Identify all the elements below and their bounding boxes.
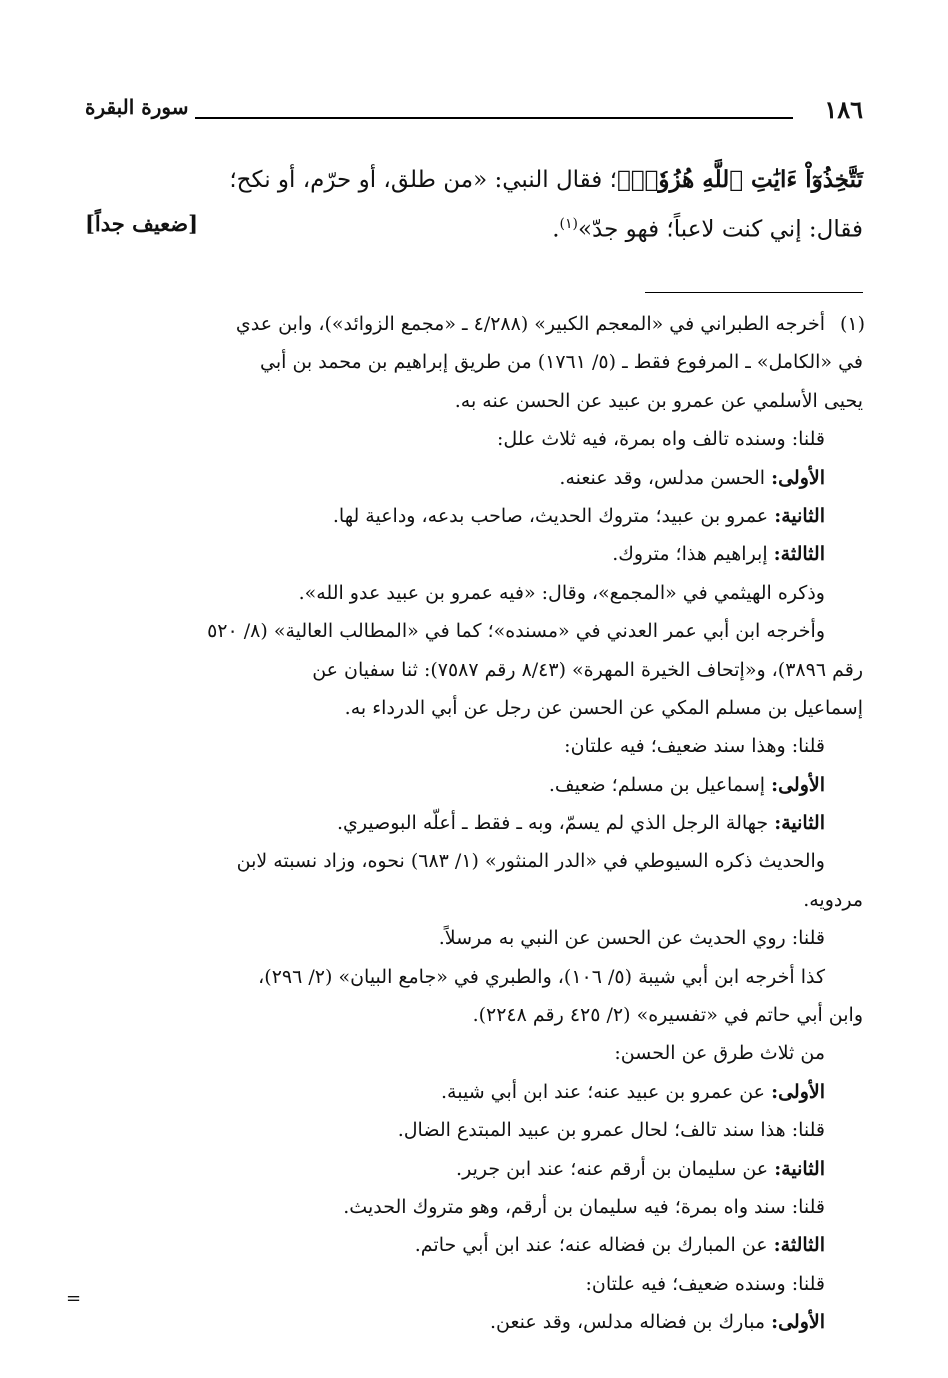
footnote-text: قلنا: وهذا سند ضعيف؛ فيه علتان: <box>564 735 825 758</box>
sura-title: سورة البقرة <box>85 95 189 119</box>
footnote-text: إسماعيل بن مسلم؛ ضعيف. <box>548 773 772 796</box>
footnote-text: عن المبارك بن فضاله عنه؛ عند ابن أبي حاتم. <box>414 1234 774 1257</box>
footnote-line <box>85 612 863 650</box>
main-line-2-end: . <box>552 216 560 243</box>
footnote-line <box>85 689 863 727</box>
point-label: الأولى: <box>771 1311 825 1334</box>
quran-verse: تَتَّخِذُوٓاْ ءَايَٰتِ ٱللَّهِ هُزُوٗاۚ﴾ <box>616 166 863 193</box>
footnote-separator <box>645 292 863 293</box>
footnote-line <box>85 1303 863 1341</box>
footnote-line <box>85 958 863 996</box>
footnote-text: رقم ٣٨٩٦)، و«إتحاف الخيرة المهرة» (٨/٤٣ رقم ٧٥٨٧): ثنا سفيان عن <box>312 658 863 681</box>
footnote-line <box>85 1188 863 1226</box>
footnote-text: وذكره الهيثمي في «المجمع»، وقال: «فيه عمرو بن عبيد عدو الله». <box>298 581 825 604</box>
footnote-text: عمرو بن عبيد؛ متروك الحديث، صاحب بدعه، وداعية لها. <box>332 504 775 527</box>
page-number: ١٨٦ <box>824 95 863 124</box>
footnote-text: قلنا: هذا سند تالف؛ لحال عمرو بن عبيد المبتدع الضال. <box>397 1119 825 1142</box>
footnote-line <box>85 651 863 689</box>
footnote-line <box>85 459 863 497</box>
footnote-line <box>85 804 863 842</box>
footnote-line <box>85 727 863 765</box>
footnote-line <box>85 1226 863 1264</box>
footnote-text: مردويه. <box>803 888 863 911</box>
footnote-text: إبراهيم هذا؛ متروك. <box>612 543 774 566</box>
point-label: الأولى: <box>771 1080 825 1103</box>
footnote-line <box>85 574 863 612</box>
footnote-text: مبارك بن فضاله مدلس، وقد عنعن. <box>489 1311 772 1334</box>
footnote-line <box>85 1111 863 1149</box>
footnote-text: كذا أخرجه ابن أبي شيبة (٥/ ١٠٦)، والطبري في «جامع البيان» (٢/ ٢٩٦)، <box>258 965 825 988</box>
footnote-text: في «الكامل» ـ المرفوع فقط ـ (٥/ ١٧٦١) من طريق إبراهيم بن محمد بن أبي <box>260 351 863 374</box>
footnote-text: قلنا: وسنده تالف واه بمرة، فيه ثلاث علل: <box>496 428 825 451</box>
main-line-1 <box>85 158 863 202</box>
footnote-line <box>85 535 863 573</box>
footnote-reference[interactable]: (١) <box>559 216 578 232</box>
header-rule <box>195 117 793 119</box>
point-label: الثالثة: <box>773 543 825 566</box>
footnote-line <box>85 1150 863 1188</box>
footnote-line <box>85 1265 863 1303</box>
point-label: الثالثة: <box>773 1234 825 1257</box>
footnote-line <box>85 842 863 880</box>
point-label: الأولى: <box>771 773 825 796</box>
footnote-text: وأخرجه ابن أبي عمر العدني في «مسنده»؛ كما في «المطالب العالية» (٨/ ٥٢٠ <box>207 620 825 643</box>
footnote-text: يحيى الأسلمي عن عمرو بن عبيد عن الحسن عنه به. <box>454 389 863 412</box>
main-line-2-text: فقال: إني كنت لاعباً؛ فهو جدّ» <box>577 216 863 243</box>
footnote-number: (١) <box>839 313 865 335</box>
footnote-text: جهالة الرجل الذي لم يسمّ، وبه ـ فقط ـ أعلّه البوصيري. <box>336 812 775 835</box>
point-label: الثانية: <box>774 504 825 527</box>
footnote-text: إسماعيل بن مسلم المكي عن الحسن عن رجل عن أبي الدرداء به. <box>344 696 863 719</box>
page-header <box>85 95 863 135</box>
main-text <box>85 158 863 246</box>
footnote-line <box>85 382 863 420</box>
footnote-text: عن سليمان بن أرقم عنه؛ عند ابن جرير. <box>456 1157 775 1180</box>
main-line-2 <box>85 202 863 246</box>
footnote-text: أخرجه الطبراني في «المعجم الكبير» (٤/٢٨٨ ـ «مجمع الزوائد»)، وابن عدي <box>235 313 825 335</box>
footnote-text: قلنا: سند واه بمرة؛ فيه سليمان بن أرقم، وهو متروك الحديث. <box>343 1195 825 1218</box>
continuation-mark: = <box>66 1288 82 1309</box>
point-label: الأولى: <box>771 466 825 489</box>
footnote-line <box>85 919 863 957</box>
footnote-text: قلنا: روي الحديث عن الحسن عن النبي به مرسلاً. <box>438 927 825 950</box>
footnotes <box>85 305 863 1342</box>
point-label: الثانية: <box>774 1157 825 1180</box>
footnote-line <box>85 766 863 804</box>
hadith-grade: [ضعيف جداً] <box>85 211 199 236</box>
footnote-line <box>85 1034 863 1072</box>
footnote-text: الحسن مدلس، وقد عنعنه. <box>559 466 772 489</box>
footnote-line <box>85 996 863 1034</box>
point-label: الثانية: <box>774 812 825 835</box>
footnote-line <box>85 420 863 458</box>
footnote-line <box>85 497 863 535</box>
footnote-text: وابن أبي حاتم في «تفسيره» (٢/ ٤٢٥ رقم ٢٢٤٨). <box>472 1004 863 1027</box>
footnote-text: والحديث ذكره السيوطي في «الدر المنثور» (١/ ٦٨٣) نحوه، وزاد نسبته لابن <box>236 850 825 873</box>
footnote-line <box>85 305 863 343</box>
footnote-text: قلنا: وسنده ضعيف؛ فيه علتان: <box>585 1272 825 1295</box>
footnote-text: من ثلاث طرق عن الحسن: <box>614 1042 825 1065</box>
main-line-1-text: ؛ فقال النبي: «من طلق، أو حرّم، أو نكح؛ <box>229 167 617 193</box>
footnote-text: عن عمرو بن عبيد عنه؛ عند ابن أبي شيبة. <box>441 1080 772 1103</box>
footnote-line <box>85 343 863 381</box>
footnote-line <box>85 1073 863 1111</box>
footnote-line <box>85 881 863 919</box>
